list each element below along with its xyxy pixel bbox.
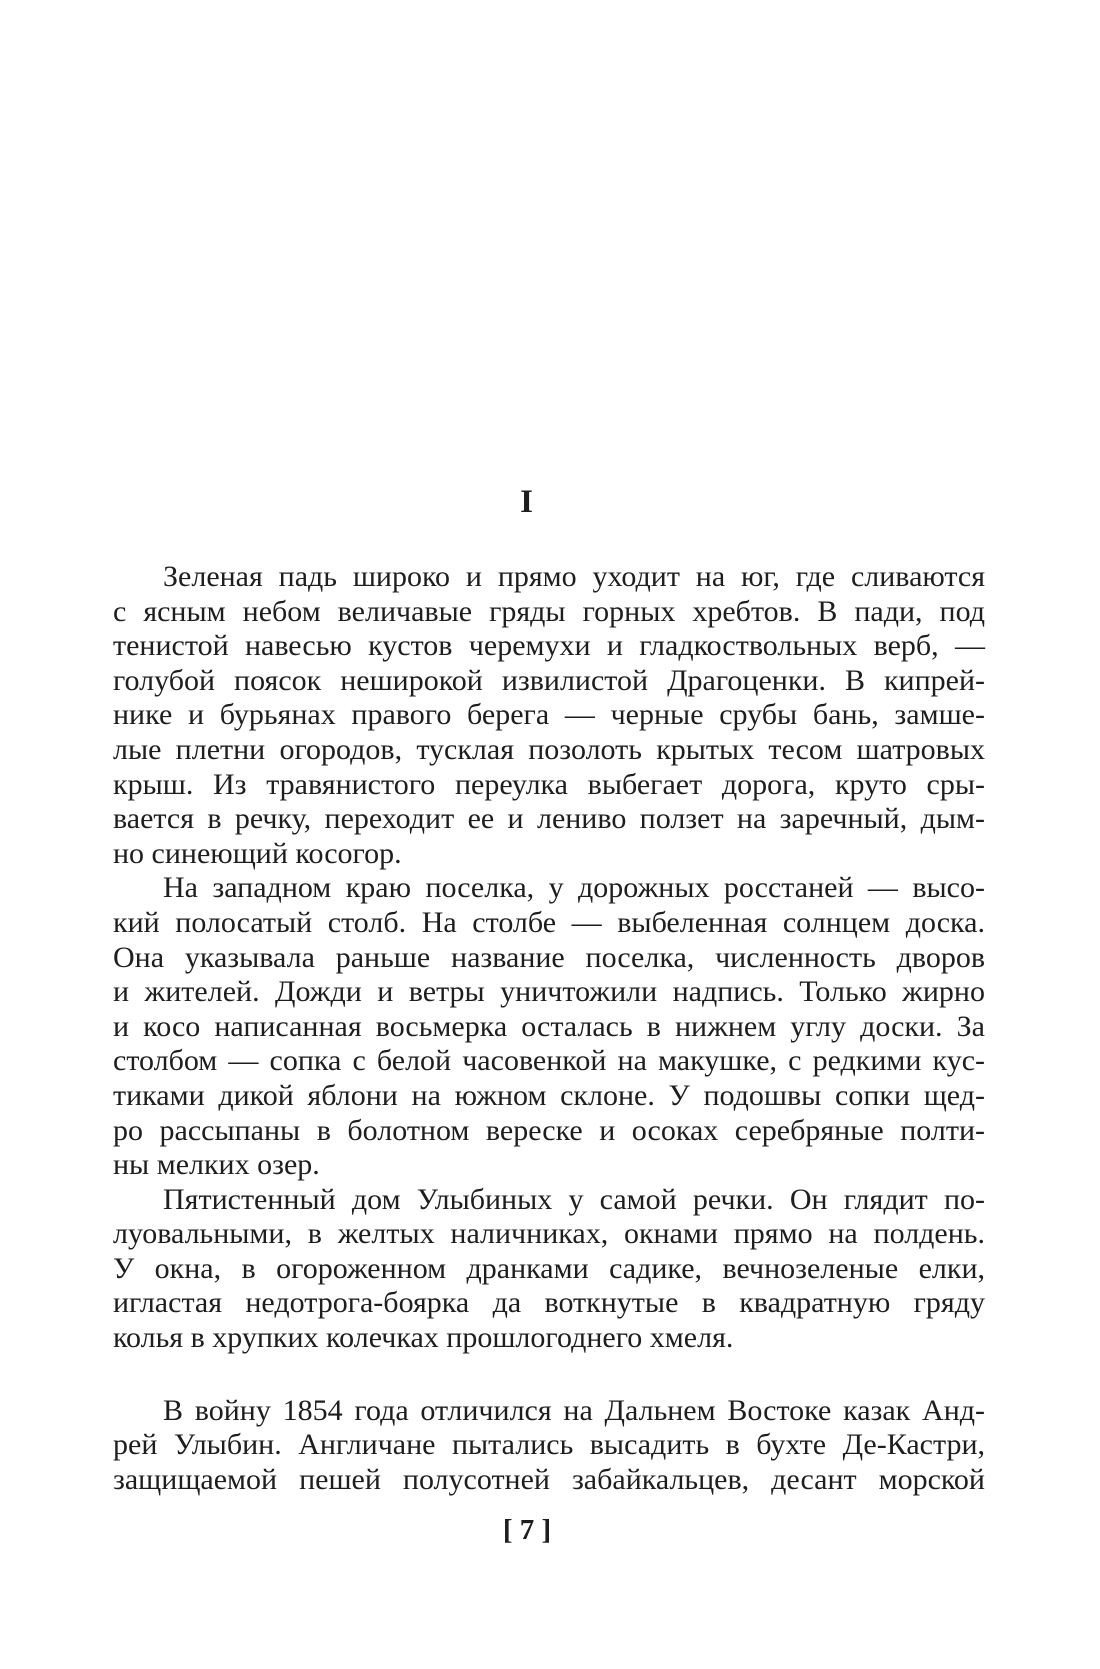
text-line: колья в хрупких колечках прошлогоднего хмеля. (113, 1321, 734, 1355)
text-line: столбом — сопка с белой часовенкой на макушке, с редкими кус- (113, 1044, 985, 1078)
text-line: На западном краю поселка, у дорожных росстаней — высо- (163, 871, 985, 905)
text-line: рей Улыбин. Англичане пытались высадить в бухте Де-Кастри, (113, 1428, 985, 1462)
text-line: голубой поясок неширокой извилистой Драгоценки. В кипрей- (113, 663, 985, 697)
text-line: Зеленая падь широко и прямо уходит на юг, где сливаются (163, 560, 985, 593)
text-line: тиками дикой яблони на южном склоне. У подошвы сопки щед- (113, 1078, 985, 1112)
text-line: крыш. Из травянистого переулка выбегает дорога, круто сры- (113, 767, 985, 801)
paragraph (113, 1394, 985, 1498)
text-line: но синеющий косогор. (113, 836, 402, 870)
text-line: В войну 1854 года отличился на Дальнем Востоке казак Анд- (163, 1393, 985, 1427)
text-line: Пятистенный дом Улыбиных у самой речки. Он глядит по- (163, 1182, 985, 1216)
text-line: луовальными, в желтых наличниках, окнами прямо на полдень. (113, 1217, 985, 1251)
text-line: и косо написанная восьмерка осталась в нижнем углу доски. За (113, 1009, 985, 1043)
text-line: кий полосатый столб. На столбе — выбеленная солнцем доска. (113, 905, 985, 939)
text-line: и жителей. Дожди и ветры уничтожили надпись. Только жирно (113, 975, 985, 1009)
chapter-number-heading: I (520, 484, 534, 520)
text-line: с ясным небом величавые гряды горных хребтов. В пади, под (113, 594, 985, 628)
text-line: игластая недотрога-боярка да воткнутые в квадратную гряду (113, 1286, 985, 1320)
text-line: нике и бурьянах правого берега — черные срубы бань, замше- (113, 698, 985, 732)
text-line: лые плетни огородов, тусклая позолоть крытых тесом шатровых (113, 732, 985, 766)
text-line: Она указывала раньше название поселка, численность дворов (113, 940, 985, 974)
text-line: ны мелких озер. (113, 1148, 320, 1182)
paragraph (113, 1183, 985, 1356)
text-line: тенистой навесью кустов черемухи и гладкоствольных верб, — (113, 629, 985, 663)
text-line: вается в речку, переходит ее и лениво ползет на заречный, дым- (113, 802, 985, 836)
page-number: [ 7 ] (502, 1514, 552, 1546)
body-text (113, 560, 985, 1497)
text-line: У окна, в огороженном дранками садике, вечнозеленые елки, (113, 1251, 985, 1285)
text-line: защищаемой пешей полусотней забайкальцев, десант морской (113, 1462, 985, 1496)
paragraph (113, 560, 985, 871)
text-line: ро рассыпаны в болотном вереске и осоках серебряные полти- (113, 1113, 985, 1147)
paragraph (113, 871, 985, 1182)
